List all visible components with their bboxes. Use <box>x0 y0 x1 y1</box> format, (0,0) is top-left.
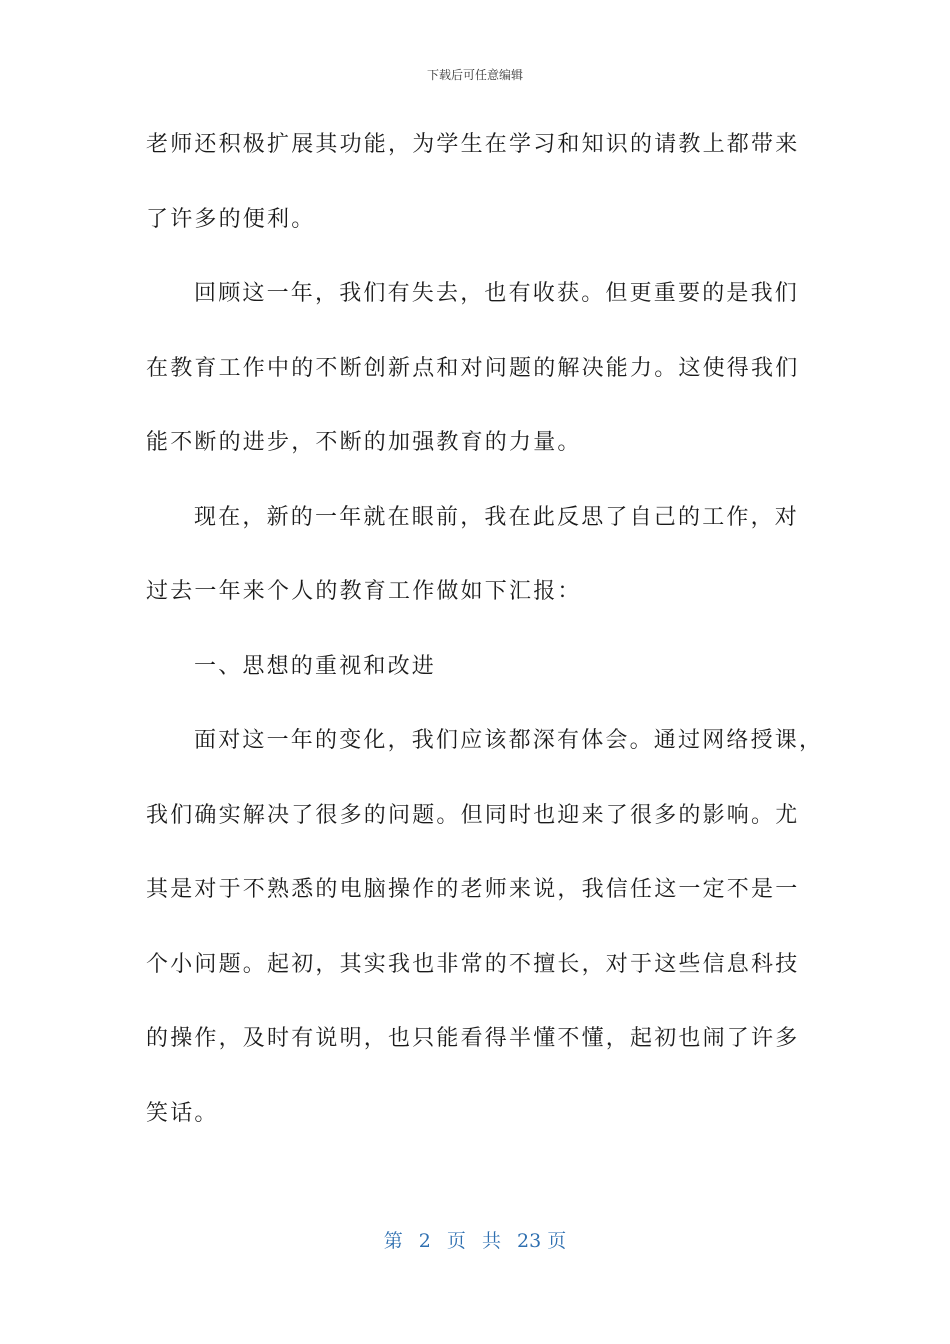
text-line: 笑话。 <box>146 1100 219 1126</box>
text-line: 现在，新的一年就在眼前，我在此反思了自己的工作，对 <box>194 504 800 530</box>
header-note: 下载后可任意编辑 <box>426 68 523 82</box>
text-line: 回顾这一年，我们有失去，也有收获。但更重要的是我们 <box>194 281 800 306</box>
text-line: 其是对于不熟悉的电脑操作的老师来说，我信任这一定不是一 <box>146 877 800 902</box>
footer-label-ye2: 页 <box>547 1230 567 1252</box>
page-total: 23 <box>517 1230 542 1252</box>
section-heading: 一、思想的重视和改进 <box>194 653 437 679</box>
footer-label-di: 第 <box>383 1230 403 1252</box>
text-line: 的操作，及时有说明，也只能看得半懂不懂，起初也闹了许多 <box>146 1026 800 1051</box>
text-line: 能不断的进步，不断的加强教育的力量。 <box>146 430 582 455</box>
page-footer <box>0 1226 950 1253</box>
text-line: 个小问题。起初，其实我也非常的不擅长，对于这些信息科技 <box>146 951 800 977</box>
body-text <box>146 120 824 1163</box>
footer-label-gong: 共 <box>481 1230 501 1252</box>
footer-label-ye: 页 <box>446 1230 466 1252</box>
page-current: 2 <box>418 1230 431 1252</box>
text-line: 老师还积极扩展其功能，为学生在学习和知识的请教上都带来 <box>146 132 800 157</box>
text-line: 面对这一年的变化，我们应该都深有体会。通过网络授课， <box>194 728 824 753</box>
text-line: 在教育工作中的不断创新点和对问题的解决能力。这使得我们 <box>146 355 800 381</box>
text-line: 了许多的便利。 <box>146 206 316 232</box>
text-line: 我们确实解决了很多的问题。但同时也迎来了很多的影响。尤 <box>146 802 800 828</box>
text-line: 过去一年来个人的教育工作做如下汇报： <box>146 579 582 604</box>
